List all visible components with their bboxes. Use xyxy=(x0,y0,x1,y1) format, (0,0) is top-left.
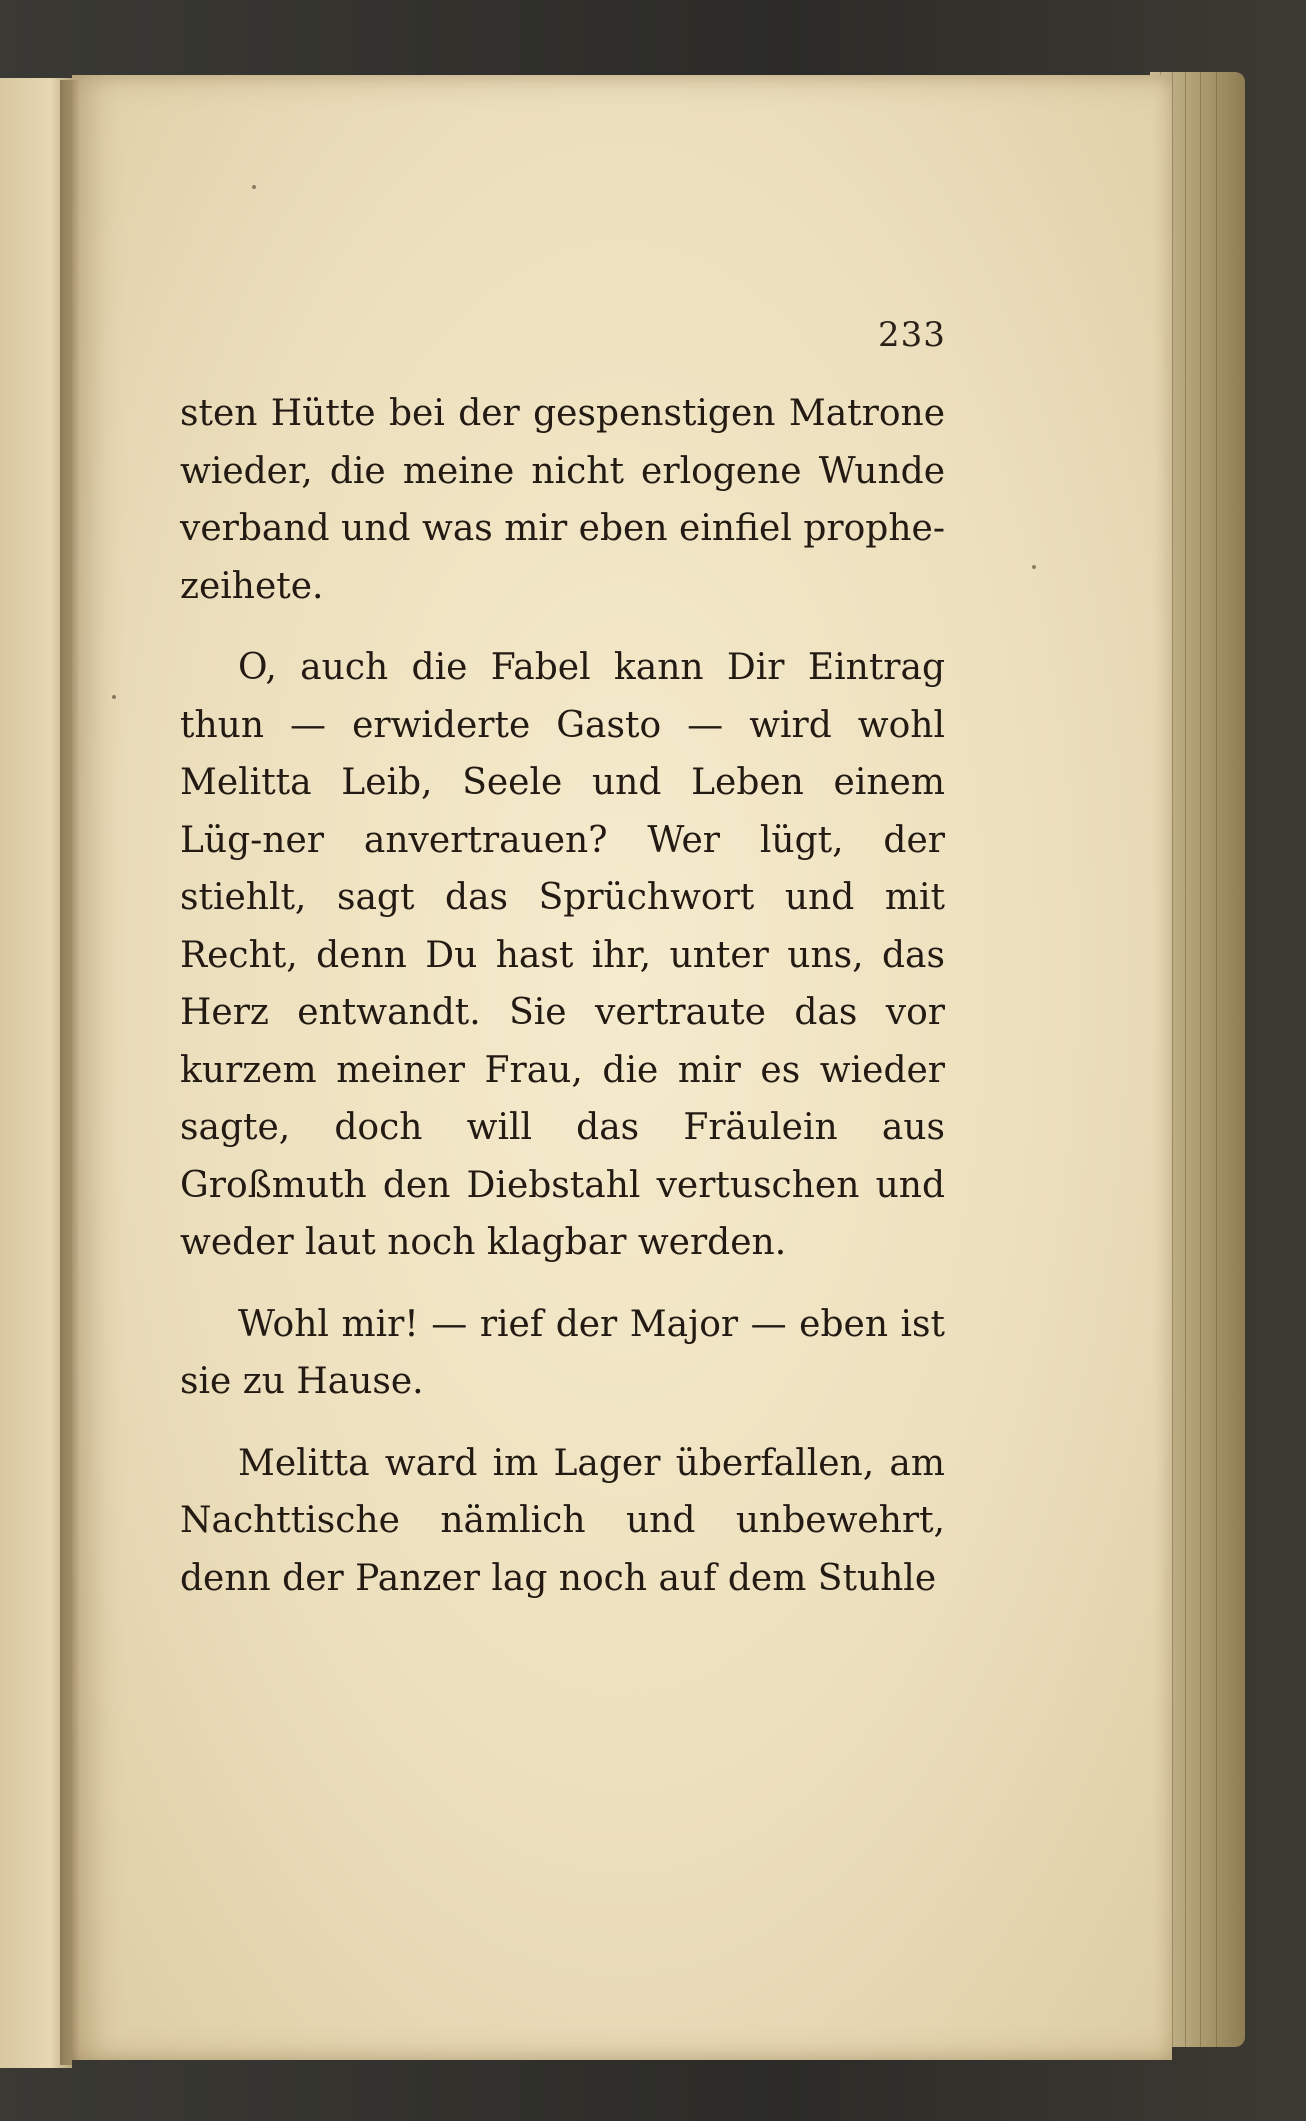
page-number: 233 xyxy=(878,315,946,355)
paragraph: Melitta ward im Lager überfallen, am Nachttische nämlich und unbewehrt, denn der Panzer lag noch auf dem Stuhle xyxy=(180,1442,945,1599)
body-text xyxy=(180,385,945,1607)
paragraph: Wohl mir! — rief der Major — eben ist sie zu Hause. xyxy=(180,1303,945,1402)
spine-shadow xyxy=(60,80,80,2065)
paragraph: O, auch die Fabel kann Dir Eintrag thun — erwiderte Gasto — wird wohl Melitta Leib, Seele und Leben einem Lüg-ner anvertrauen? Wer lügt, der stiehlt, sagt das Sprüchwort und mit Recht, denn Du hast ihr, unter uns, das Herz entwandt. Sie vertraute das vor kurzem meiner Frau, die mir es wieder sagte, doch will das Fräulein aus Großmuth den Diebstahl vertuschen und weder laut noch klagbar werden. xyxy=(180,647,945,1263)
paragraph: sten Hütte bei der gespenstigen Matrone wieder, die meine nicht erlogene Wunde verband und was mir eben einfiel prophe-zeihete. xyxy=(180,393,945,607)
